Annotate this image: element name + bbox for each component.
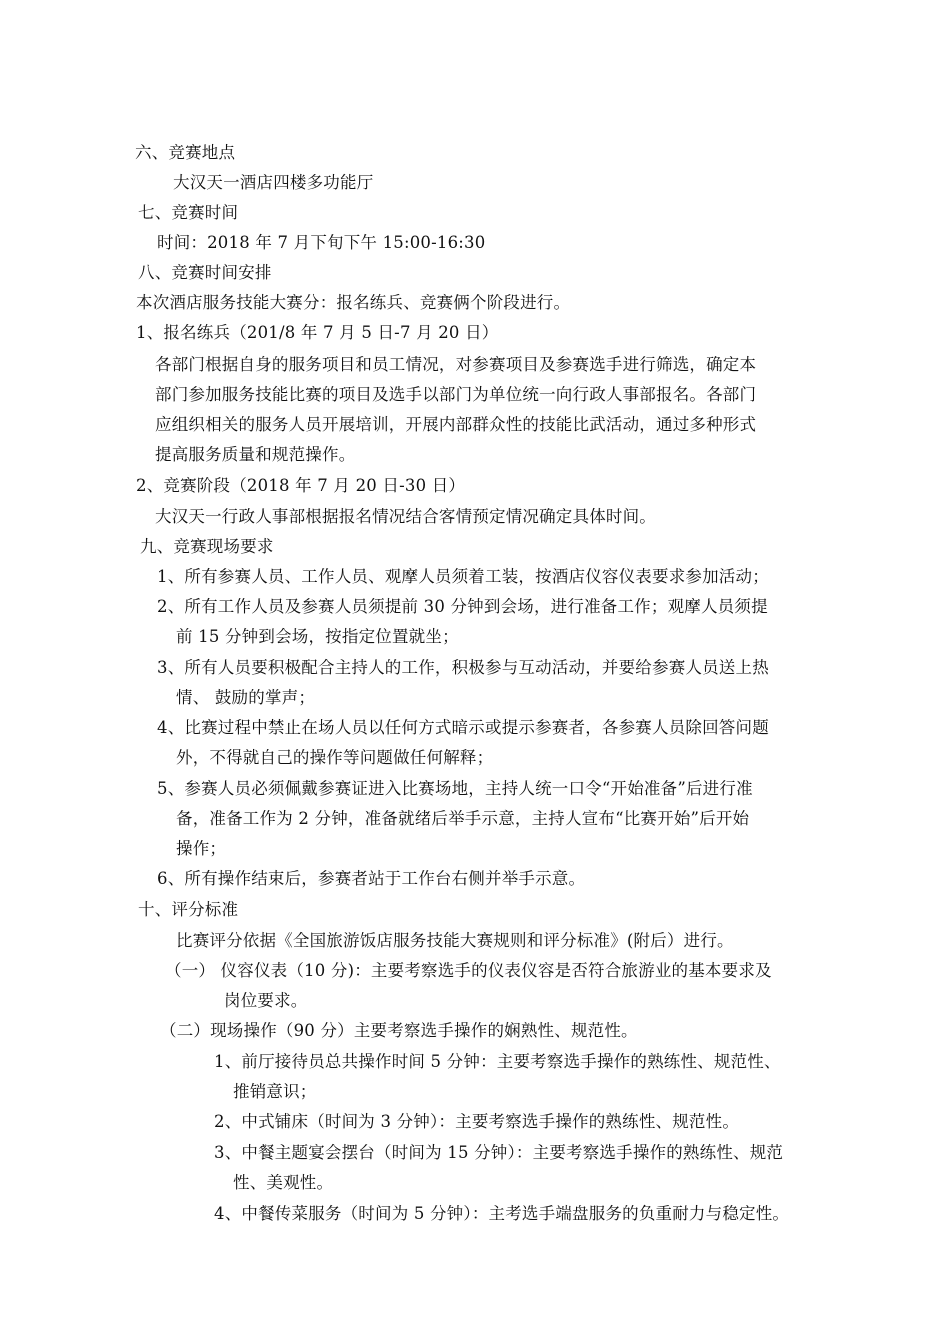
section-10-item-line: 4、中餐传菜服务（时间为 5 分钟）：主考选手端盘服务的负重耐力与稳定性。 — [214, 1204, 790, 1223]
section-10-item-line: 1、前厅接待员总共操作时间 5 分钟：主要考察选手操作的熟练性、规范性、 — [214, 1052, 781, 1071]
section-9-line: 2、所有工作人员及参赛人员须提前 30 分钟到会场，进行准备工作；观摩人员须提 — [157, 597, 768, 616]
section-9-line: 4、比赛过程中禁止在场人员以任何方式暗示或提示参赛者，各参赛人员除回答问题 — [157, 718, 769, 737]
section-10-item-line: 3、中餐主题宴会摆台（时间为 15 分钟）：主要考察选手操作的熟练性、规范 — [214, 1143, 784, 1162]
section-8-item1-line: 部门参加服务技能比赛的项目及选手以部门为单位统一向行政人事部报名。各部门 — [155, 385, 757, 404]
section-10-part1-line1: （一） 仪容仪表（10 分)：主要考察选手的仪表仪容是否符合旅游业的基本要求及 — [165, 961, 772, 980]
section-10-part1-line2: 岗位要求。 — [224, 991, 308, 1010]
section-9-line: 备，准备工作为 2 分钟，准备就绪后举手示意，主持人宣布“比赛开始”后开始 — [176, 809, 750, 828]
section-10-item-line: 2、中式铺床（时间为 3 分钟）：主要考察选手操作的熟练性、规范性。 — [214, 1112, 740, 1131]
section-10-intro: 比赛评分依据《全国旅游饭店服务技能大赛规则和评分标准》(附后）进行。 — [176, 931, 734, 950]
section-10-part2: （二）现场操作（90 分）主要考察选手操作的娴熟性、规范性。 — [160, 1021, 638, 1040]
section-8-item1-line: 应组织相关的服务人员开展培训，开展内部群众性的技能比武活动，通过多种形式 — [155, 415, 757, 434]
section-9-line: 情、 鼓励的掌声； — [176, 688, 316, 707]
section-10-item-line: 性、美观性。 — [233, 1173, 334, 1192]
section-6-heading: 六、竞赛地点 — [135, 143, 236, 162]
section-8-item2-text: 大汉天一行政人事部根据报名情况结合客情预定情况确定具体时间。 — [155, 507, 656, 526]
section-8-item1-line: 提高服务质量和规范操作。 — [155, 445, 356, 464]
section-8-heading: 八、竞赛时间安排 — [138, 263, 272, 282]
section-10-heading: 十、评分标准 — [138, 900, 239, 919]
section-9-line: 外，不得就自己的操作等问题做任何解释； — [176, 748, 494, 767]
section-8-item1-title: 1、报名练兵（201/8 年 7 月 5 日-7 月 20 日） — [136, 323, 499, 342]
section-7-heading: 七、竞赛时间 — [138, 203, 239, 222]
section-9-line: 1、所有参赛人员、工作人员、观摩人员须着工装，按酒店仪容仪表要求参加活动； — [157, 567, 769, 586]
section-9-line: 3、所有人员要积极配合主持人的工作，积极参与互动活动，并要给参赛人员送上热 — [157, 658, 769, 677]
section-6-text: 大汉天一酒店四楼多功能厅 — [173, 173, 374, 192]
section-8-item2-title: 2、竞赛阶段（2018 年 7 月 20 日-30 日） — [136, 476, 466, 495]
section-9-line: 5、参赛人员必须佩戴参赛证进入比赛场地，主持人统一口令“开始准备”后进行准 — [157, 779, 753, 798]
section-8-intro: 本次酒店服务技能大赛分：报名练兵、竞赛俩个阶段进行。 — [136, 293, 571, 312]
section-9-line: 前 15 分钟到会场，按指定位置就坐； — [176, 627, 459, 646]
section-8-item1-line: 各部门根据自身的服务项目和员工情况，对参赛项目及参赛选手进行筛选，确定本 — [155, 355, 757, 374]
section-7-text: 时间：2018 年 7 月下旬下午 15:00-16:30 — [157, 233, 486, 252]
section-10-item-line: 推销意识； — [233, 1082, 317, 1101]
section-9-line: 操作； — [176, 839, 227, 858]
section-9-heading: 九、竞赛现场要求 — [140, 537, 274, 556]
section-9-line: 6、所有操作结束后，参赛者站于工作台右侧并举手示意。 — [157, 869, 586, 888]
